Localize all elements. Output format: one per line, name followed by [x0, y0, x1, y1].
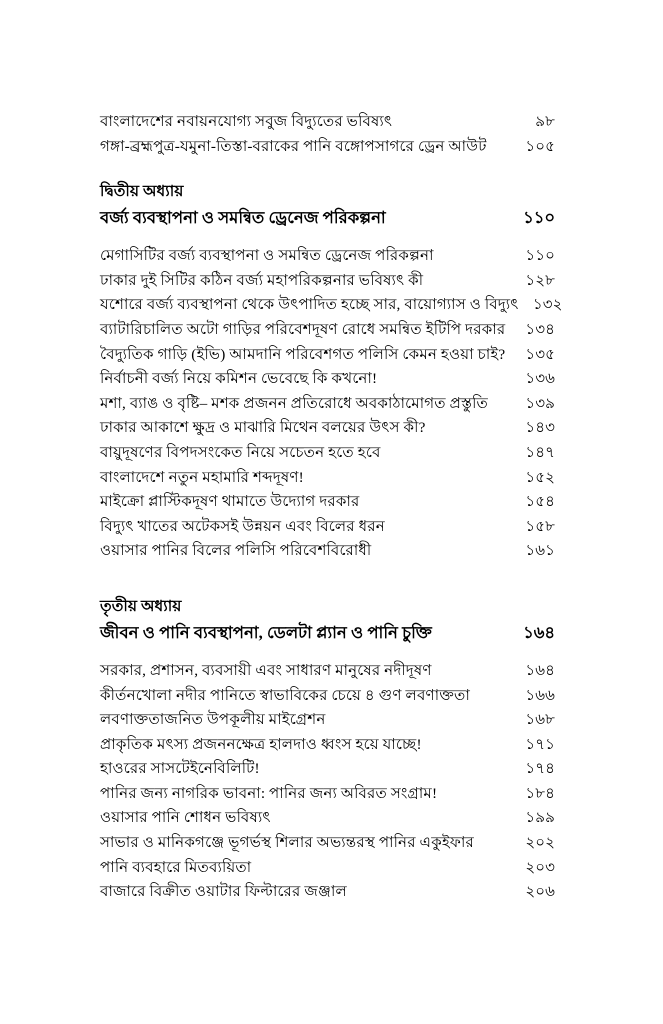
toc-entry[interactable] — [100, 515, 555, 540]
toc-entry-page: ১৫৮ — [525, 517, 555, 535]
toc-entry[interactable] — [100, 466, 555, 491]
toc-entry-title: ঢাকার আকাশে ক্ষুদ্র ও মাঝারি মিথেন বলয়ের উৎস কী? — [100, 419, 426, 437]
spacer — [100, 231, 555, 244]
toc-entry[interactable] — [100, 318, 555, 343]
toc-entry-title: মাইক্রো প্লাস্টিকদূষণ থামাতে উদ্যোগ দরকার — [100, 493, 360, 511]
toc-entry-page: ১৩৫ — [525, 345, 555, 363]
toc-entry-title: সরকার, প্রশাসন, ব্যবসায়ী এবং সাধারণ মানুষের নদীদূষণ — [100, 661, 432, 679]
toc-entry[interactable] — [100, 806, 555, 831]
toc-entry[interactable] — [100, 782, 555, 807]
toc-entry[interactable] — [100, 293, 563, 318]
toc-entry-title: মশা, ব্যাঙ ও বৃষ্টি– মশক প্রজনন প্রতিরোধে অবকাঠামোগত প্রস্তুতি — [100, 394, 488, 412]
toc-entry-page: ৯৮ — [535, 113, 555, 130]
toc-entry-title: প্রাকৃতিক মৎস্য প্রজননক্ষেত্র হালদাও ধ্বংস হয়ে যাচ্ছে! — [100, 735, 422, 753]
toc-entry-page: ১৬১ — [525, 542, 555, 560]
toc-entry-page: ১৪৩ — [525, 419, 555, 437]
toc-entry[interactable] — [100, 244, 555, 269]
toc-entry[interactable] — [100, 856, 555, 881]
toc-entry[interactable] — [100, 110, 555, 135]
toc-entry-title: বাংলাদেশের নবায়নযোগ্য সবুজ বিদ্যুতের ভবিষ্যৎ — [100, 113, 393, 130]
toc-entry-title: নির্বাচনী বর্জ্য নিয়ে কমিশন ভেবেছে কি কখনো! — [100, 370, 378, 388]
toc-entry-page: ১৩৯ — [525, 394, 555, 412]
spacer — [100, 159, 555, 179]
toc-entry-page: ২০৩ — [525, 858, 555, 876]
chapter-page: ১১০ — [523, 208, 555, 228]
chapter-page: ১৬৪ — [523, 622, 555, 642]
chapter-title: বর্জ্য ব্যবস্থাপনা ও সমন্বিত ড্রেনেজ পরিকল্পনা — [100, 208, 386, 228]
toc-entry-title: বিদ্যুৎ খাতের অটেকসই উন্নয়ন এবং বিলের ধরন — [100, 517, 385, 535]
toc-entry-title: পানি ব্যবহারে মিতব্যয়িতা — [100, 858, 252, 876]
toc-entry-page: ২০৬ — [525, 883, 555, 901]
toc-entry-title: ওয়াসার পানি শোধন ভবিষ্যৎ — [100, 809, 271, 827]
toc-entry-page: ১১০ — [525, 247, 555, 265]
toc-entry-title: বায়ুদূষণের বিপদসংকেত নিয়ে সচেতন হতে হবে — [100, 443, 381, 461]
toc-entry-page: ১৩৬ — [525, 370, 555, 388]
toc-entry-title: গঙ্গা-ব্রহ্মপুত্র-যমুনা-তিস্তা-বরাকের পানি বঙ্গোপসাগরে ড্রেন আউট — [100, 137, 487, 155]
toc-entry-page: ১২৮ — [525, 271, 555, 289]
toc-entry-page: ১৬৬ — [525, 686, 555, 704]
chapter-label: তৃতীয় অধ্যায় — [100, 597, 182, 615]
toc-entry[interactable] — [100, 269, 555, 294]
toc-entry-page: ১৬৮ — [525, 711, 555, 729]
toc-entry-page: ১৩২ — [532, 296, 563, 314]
toc-entry-page: ১৭৪ — [525, 760, 555, 778]
toc-entry-page: ১৫২ — [525, 468, 555, 486]
toc-entry[interactable] — [100, 880, 555, 905]
toc-entry[interactable] — [100, 392, 555, 417]
chapter-title-row[interactable] — [100, 204, 555, 231]
toc-entry-title: মেগাসিটির বর্জ্য ব্যবস্থাপনা ও সমন্বিত ড্রেনেজ পরিকল্পনা — [100, 247, 434, 265]
toc-entry-title: ঢাকার দুই সিটির কঠিন বর্জ্য মহাপরিকল্পনার ভবিষ্যৎ কী — [100, 271, 424, 289]
toc-entry-title: বাজারে বিক্রীত ওয়াটার ফিল্টারের জঞ্জাল — [100, 883, 347, 901]
chapter-entry-list — [100, 659, 555, 905]
toc-entry[interactable] — [100, 757, 555, 782]
chapter-title-row[interactable] — [100, 619, 555, 646]
toc-entry[interactable] — [100, 441, 555, 466]
toc-entry[interactable] — [100, 416, 555, 441]
toc-entry[interactable] — [100, 659, 555, 684]
toc-entry-page: ১৭১ — [525, 735, 555, 753]
toc-entry[interactable] — [100, 684, 555, 709]
toc-entry[interactable] — [100, 343, 555, 368]
toc-entry-title: ওয়াসার পানির বিলের পলিসি পরিবেশবিরোধী — [100, 542, 372, 560]
toc-entry-page: ১৪৭ — [525, 443, 555, 461]
spacer — [100, 646, 555, 659]
toc-entry-title: সাভার ও মানিকগঞ্জে ভূগর্ভস্থ শিলার অভ্যন্তরস্থ পানির একুইফার — [100, 834, 474, 852]
toc-entry[interactable] — [100, 539, 555, 564]
toc-entry-page: ১৯৯ — [525, 809, 555, 827]
toc-entry-page: ১৩৪ — [525, 320, 555, 338]
toc-entry[interactable] — [100, 135, 555, 160]
toc-entry-title: হাওরের সাসটেইনেবিলিটি! — [100, 760, 260, 778]
toc-entry-title: কীর্তনখোলা নদীর পানিতে স্বাভাবিকের চেয়ে ৪ গুণ লবণাক্ততা — [100, 686, 470, 704]
lead-entry-list — [100, 110, 555, 159]
toc-entry[interactable] — [100, 708, 555, 733]
toc-entry-page: ১৮৪ — [525, 784, 555, 802]
toc-entry-title: ব্যাটারিচালিত অটো গাড়ির পরিবেশদূষণ রোধে সমন্বিত ইটিপি দরকার — [100, 320, 506, 338]
chapter-entry-list — [100, 244, 563, 564]
toc-entry-title: বৈদ্যুতিক গাড়ি (ইভি) আমদানি পরিবেশগত পলিসি কেমন হওয়া চাই? — [100, 345, 506, 363]
toc-entry-page: ১৬৪ — [525, 661, 555, 679]
toc-entry-page: ২০২ — [525, 834, 555, 852]
toc-entry-title: বাংলাদেশে নতুন মহামারি শব্দদূষণ! — [100, 468, 304, 486]
chapter-label: দ্বিতীয় অধ্যায় — [100, 183, 184, 201]
chapter-title: জীবন ও পানি ব্যবস্থাপনা, ডেলটা প্ল্যান ও পানি চুক্তি — [100, 622, 432, 642]
table-of-contents — [100, 110, 563, 905]
toc-entry-title: যশোরে বর্জ্য ব্যবস্থাপনা থেকে উৎপাদিত হচ্ছে সার, বায়োগ্যাস ও বিদ্যুৎ — [100, 296, 519, 314]
toc-entry[interactable] — [100, 490, 555, 515]
toc-entry-title: পানির জন্য নাগরিক ভাবনা: পানির জন্য অবিরত সংগ্রাম! — [100, 784, 438, 802]
toc-entry-page: ১৫৪ — [525, 493, 555, 511]
toc-entry-page: ১০৫ — [525, 137, 555, 155]
toc-entry[interactable] — [100, 831, 555, 856]
toc-entry[interactable] — [100, 733, 555, 758]
toc-entry[interactable] — [100, 367, 555, 392]
toc-entry-title: লবণাক্ততাজনিত উপকূলীয় মাইগ্রেশন — [100, 711, 326, 729]
spacer — [100, 564, 555, 594]
